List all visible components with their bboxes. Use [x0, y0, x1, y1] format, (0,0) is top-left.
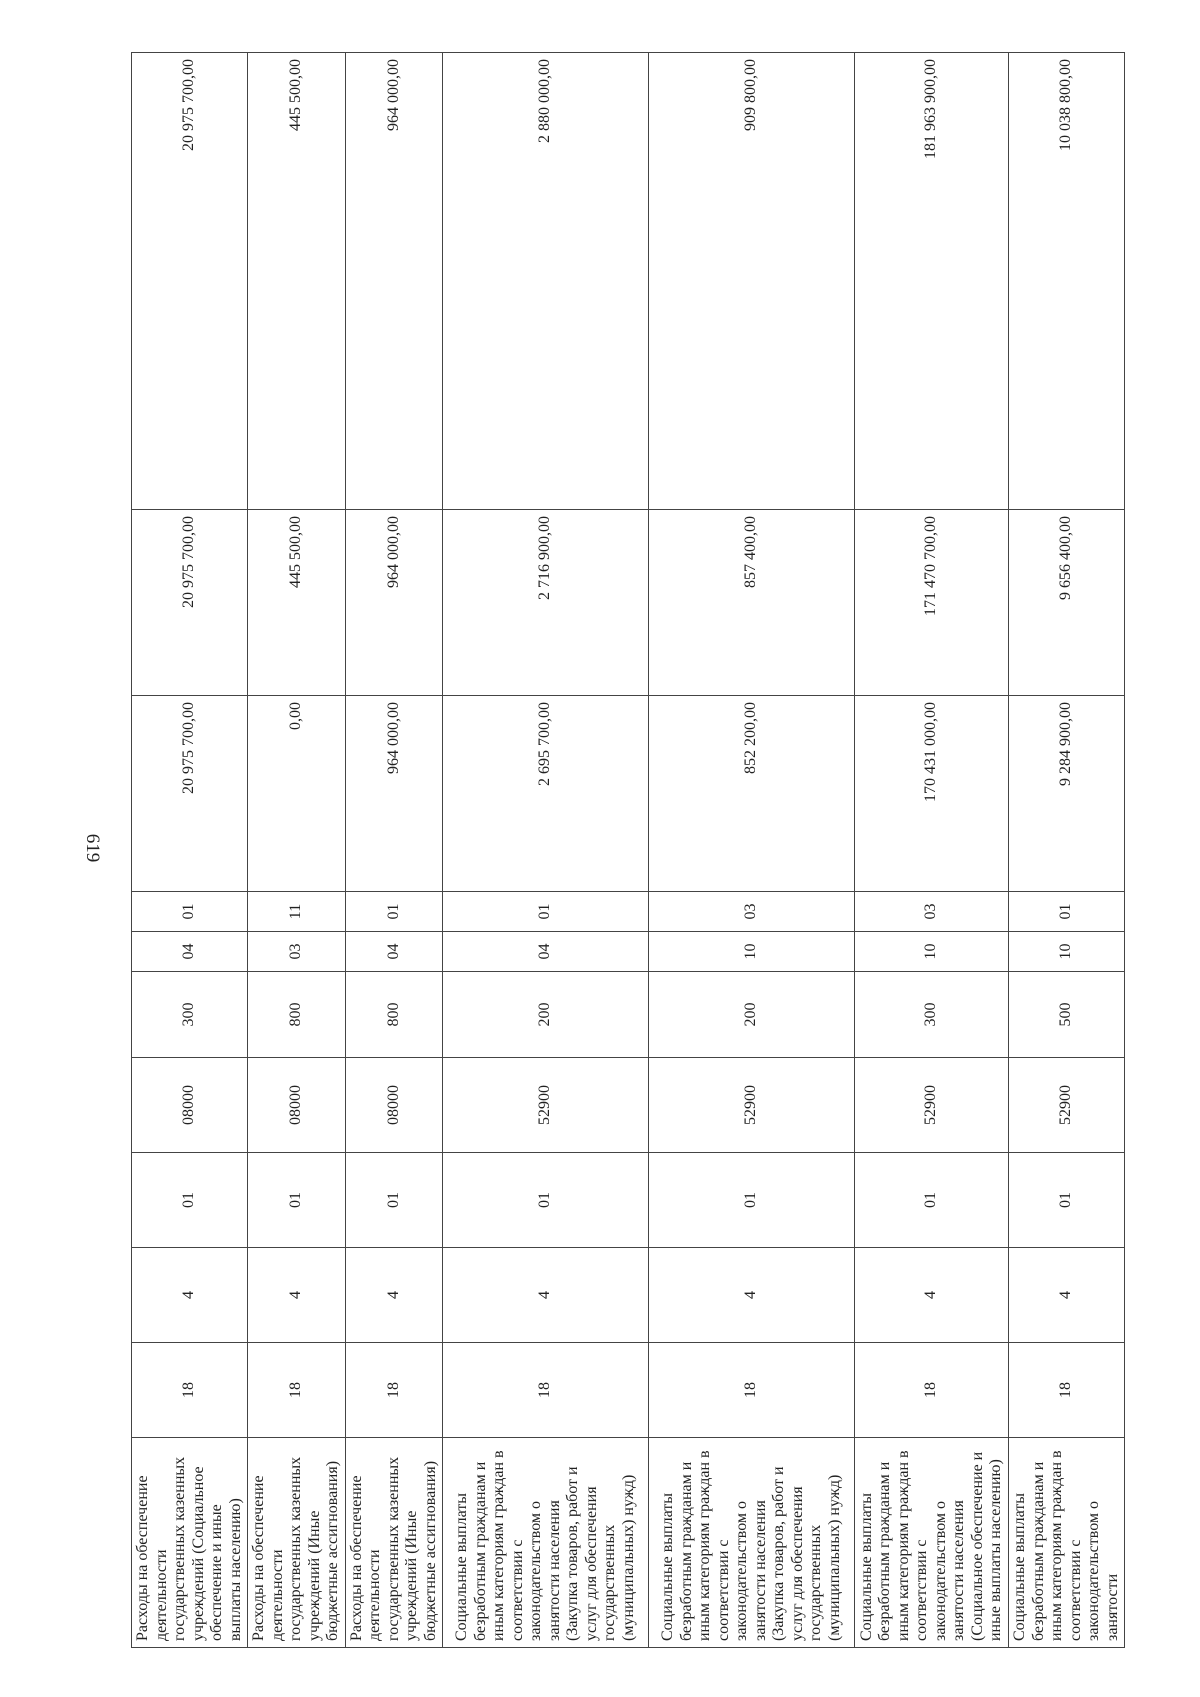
- amount-cell: 964 000,00: [345, 53, 443, 510]
- code-cell: 04: [443, 932, 649, 972]
- code-cell: 52900: [649, 1058, 855, 1153]
- code-cell: 04: [132, 932, 248, 972]
- code-cell: 500: [1009, 972, 1125, 1058]
- amount-cell: 964 000,00: [345, 510, 443, 696]
- code-cell: 01: [345, 1153, 443, 1248]
- code-cell: 10: [649, 932, 855, 972]
- code-cell: 01: [1009, 1153, 1125, 1248]
- amount-cell: 445 500,00: [248, 53, 346, 510]
- code-cell: 4: [649, 1248, 855, 1343]
- row-description: Расходы на обеспечение деятельности государственных казенных учреждений (Социальное обеспечение и иные выплаты населению): [132, 1438, 248, 1648]
- code-cell: 11: [248, 892, 346, 932]
- amount-cell: 2 880 000,00: [443, 53, 649, 510]
- code-cell: 01: [649, 1153, 855, 1248]
- amount-cell: 170 431 000,00: [855, 696, 1009, 892]
- amount-cell: 857 400,00: [649, 510, 855, 696]
- code-cell: 18: [855, 1343, 1009, 1438]
- row-description: Социальные выплаты безработным гражданам и иным категориям граждан в соответствии с законодательством о занятости населения (Социальное обеспечение и иные выплаты населению): [855, 1438, 1009, 1648]
- amount-cell: 10 038 800,00: [1009, 53, 1125, 510]
- amount-cell: 852 200,00: [649, 696, 855, 892]
- amount-cell: 20 975 700,00: [132, 53, 248, 510]
- code-cell: 18: [443, 1343, 649, 1438]
- code-cell: 10: [1009, 932, 1125, 972]
- table-row: [345, 53, 443, 1648]
- code-cell: 4: [345, 1248, 443, 1343]
- code-cell: 18: [132, 1343, 248, 1438]
- code-cell: 52900: [1009, 1058, 1125, 1153]
- code-cell: 03: [649, 892, 855, 932]
- amount-cell: 20 975 700,00: [132, 696, 248, 892]
- code-cell: 4: [1009, 1248, 1125, 1343]
- row-description: Социальные выплаты безработным гражданам и иным категориям граждан в соответствии с законодательством о занятости: [1009, 1438, 1125, 1648]
- amount-cell: 2 716 900,00: [443, 510, 649, 696]
- row-description: Социальные выплаты безработным гражданам и иным категориям граждан в соответствии с законодательством о занятости населения (Закупка товаров, работ и услуг для обеспечения государственных (муниципальных) нужд): [649, 1438, 855, 1648]
- code-cell: 4: [855, 1248, 1009, 1343]
- amount-cell: 9 284 900,00: [1009, 696, 1125, 892]
- code-cell: 08000: [248, 1058, 346, 1153]
- code-cell: 01: [1009, 892, 1125, 932]
- amount-cell: 171 470 700,00: [855, 510, 1009, 696]
- row-description: Социальные выплаты безработным гражданам и иным категориям граждан в соответствии с законодательством о занятости населения (Закупка товаров, работ и услуг для обеспечения государственных (муниципальных) нужд): [443, 1438, 649, 1648]
- table-row: [649, 53, 855, 1648]
- rotated-table-container: [131, 53, 1121, 1648]
- row-description: Расходы на обеспечение деятельности государственных казенных учреждений (Иные бюджетные ассигнования): [248, 1438, 346, 1648]
- code-cell: 300: [132, 972, 248, 1058]
- table-row: [855, 53, 1009, 1648]
- amount-cell: 445 500,00: [248, 510, 346, 696]
- code-cell: 4: [443, 1248, 649, 1343]
- code-cell: 4: [132, 1248, 248, 1343]
- code-cell: 52900: [855, 1058, 1009, 1153]
- page-number: 619: [82, 833, 103, 863]
- code-cell: 300: [855, 972, 1009, 1058]
- amount-cell: 2 695 700,00: [443, 696, 649, 892]
- code-cell: 18: [649, 1343, 855, 1438]
- code-cell: 03: [855, 892, 1009, 932]
- code-cell: 08000: [132, 1058, 248, 1153]
- table-row: [1009, 53, 1125, 1648]
- amount-cell: 20 975 700,00: [132, 510, 248, 696]
- code-cell: 08000: [345, 1058, 443, 1153]
- code-cell: 01: [248, 1153, 346, 1248]
- code-cell: 01: [443, 892, 649, 932]
- amount-cell: 9 656 400,00: [1009, 510, 1125, 696]
- table-row: [132, 53, 248, 1648]
- code-cell: 800: [248, 972, 346, 1058]
- amount-cell: 181 963 900,00: [855, 53, 1009, 510]
- table-row: [248, 53, 346, 1648]
- code-cell: 200: [443, 972, 649, 1058]
- row-description: Расходы на обеспечение деятельности государственных казенных учреждений (Иные бюджетные ассигнования): [345, 1438, 443, 1648]
- code-cell: 18: [1009, 1343, 1125, 1438]
- code-cell: 18: [248, 1343, 346, 1438]
- code-cell: 01: [855, 1153, 1009, 1248]
- code-cell: 52900: [443, 1058, 649, 1153]
- code-cell: 01: [132, 892, 248, 932]
- code-cell: 04: [345, 932, 443, 972]
- table-row: [443, 53, 649, 1648]
- code-cell: 18: [345, 1343, 443, 1438]
- budget-table: [131, 52, 1125, 1648]
- amount-cell: 0,00: [248, 696, 346, 892]
- code-cell: 01: [132, 1153, 248, 1248]
- amount-cell: 909 800,00: [649, 53, 855, 510]
- code-cell: 200: [649, 972, 855, 1058]
- amount-cell: 964 000,00: [345, 696, 443, 892]
- code-cell: 10: [855, 932, 1009, 972]
- code-cell: 4: [248, 1248, 346, 1343]
- code-cell: 01: [443, 1153, 649, 1248]
- code-cell: 01: [345, 892, 443, 932]
- code-cell: 03: [248, 932, 346, 972]
- code-cell: 800: [345, 972, 443, 1058]
